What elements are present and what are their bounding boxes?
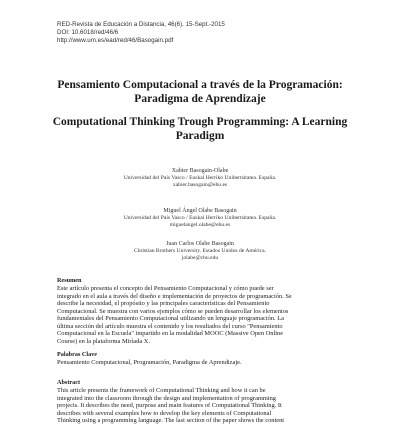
spanish-title-line-1: Pensamiento Computacional a través de la Programación: [57, 79, 343, 91]
resumen-line: integrado en el aula a través del diseño e implementación de proyectos de programación. Se [57, 292, 292, 300]
resumen-line: Este artículo presenta el concepto del Pensamiento Computacional y cómo puede ser [57, 285, 274, 292]
resumen-line: Computacional. Se muestra con varios ejemplos cómo se pueden desarrollar los elementos [57, 307, 289, 315]
author-email[interactable]: miguelangel.olabe@ehu.es [169, 222, 231, 228]
journal-header [57, 21, 225, 45]
spanish-title [40, 78, 360, 106]
resumen-heading: Resumen [57, 277, 82, 284]
author-email[interactable]: xabier.basogain@ehu.es [172, 182, 228, 188]
english-title-line-1: Computational Thinking Trough Programming: A Learning [52, 116, 348, 128]
doi-line: DOI: 10.6018/red/46/6 [57, 29, 119, 36]
resumen-line: describe la necesidad, el propósito y las principales características del Pensamiento [57, 300, 270, 308]
spanish-title-line-2: Paradigma de Aprendizaje [134, 93, 266, 105]
journal-citation: RED-Revista de Educación a Distancia, 46(6). 15-Sept.-2015 [57, 21, 225, 28]
author-block [70, 208, 330, 229]
author-email[interactable]: jolabe@cbu.edu [181, 255, 219, 261]
resumen-line: fundamentales del Pensamiento Computacional utilizando un lenguaje programación. La [57, 315, 284, 323]
resumen-line: Computacional en la Escuela" impartido en la modalidad MOOC (Massive Open Online [57, 330, 284, 338]
author-name: Xabier Basogain-Olabe [171, 168, 229, 174]
author-name: Miguel Ángel Olabe Basogain [163, 208, 237, 214]
abstract-line: This article presents the framework of Computational Thinking and how it can be [57, 387, 266, 394]
english-title [40, 115, 360, 143]
abstract-heading: Abstract [57, 379, 81, 386]
author-block [70, 168, 330, 189]
abstract-line: integrated into the classroom through the design and implementation of programming [57, 394, 277, 402]
abstract-line: projects. It describes the need, purpose and main features of Computational Thinking. It [57, 402, 282, 410]
keywords-text: Pensamiento Computacional, Programación, Paradigma de Aprendizaje. [57, 359, 242, 366]
article-url[interactable]: http://www.um.es/ead/red/46/Basogain.pdf [57, 37, 174, 44]
abstract-line: describes with several examples how to develop the key elements of Computational [57, 409, 272, 417]
author-affiliation: Christian Brothers University. Estados Unidos de América. [133, 248, 266, 254]
resumen-line: última sección del artículo muestra el contenido y los resultados del curso "Pensamiento [57, 322, 283, 330]
keywords-heading: Palabras Clave [57, 351, 98, 358]
abstract-line: Thinking using a programming language. The last section of the paper shows the content [57, 417, 285, 425]
author-affiliation: Universidad del País Vasco / Euskal Herriko Unibertsitatea. España. [123, 215, 277, 221]
abstract-body [57, 387, 344, 425]
author-name: Juan Carlos Olabe Basogain [166, 241, 234, 247]
author-affiliation: Universidad del País Vasco / Euskal Herriko Unibertsitatea. España. [123, 175, 277, 181]
author-block [70, 241, 330, 262]
english-title-line-2: Paradigm [175, 130, 225, 142]
resumen-body [57, 285, 344, 345]
resumen-line: Course) en la plataforma Miríada X. [57, 337, 150, 345]
